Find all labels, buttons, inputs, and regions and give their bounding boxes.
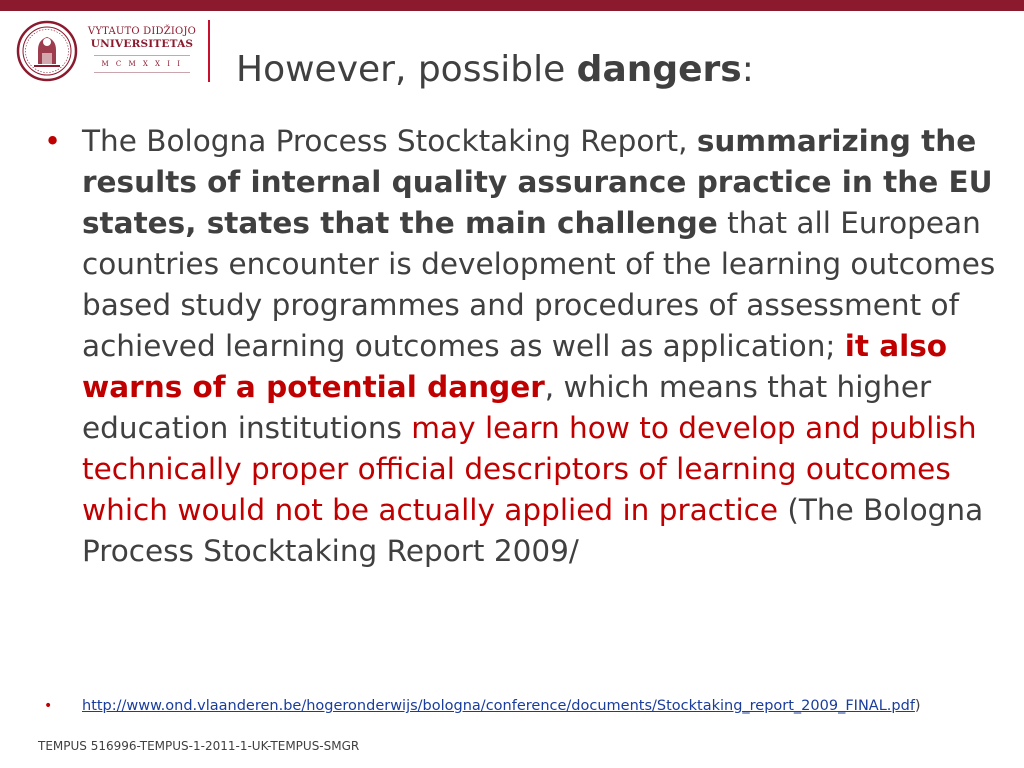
logo-line-2: UNIVERSITETAS (90, 38, 194, 50)
text-segment-intro: The Bologna Process Stocktaking Report, (82, 124, 697, 158)
main-bullet-text (82, 121, 1002, 572)
text-segment-challenge: that all European countries encounter is development of the learning outcomes based study programmes and procedures of assessment of achieved learning outcomes as well as application; (82, 206, 996, 363)
text-segment-red-risk: may learn how to develop and publish technically proper official descriptors of learning outcomes which would not be actually applied in practice (82, 411, 977, 527)
text-segment-institutions: , which means that higher education institutions (82, 370, 932, 445)
reference-suffix: ) (914, 698, 921, 714)
title-prefix: However, possible (236, 49, 577, 90)
top-accent-bar (0, 0, 1024, 11)
main-bullet-marker: • (44, 124, 62, 158)
logo-line-1: VYTAUTO DIDŽIOJO (87, 26, 197, 37)
logo-roman-year: M C M X X I I (94, 55, 190, 73)
university-seal-icon (16, 20, 78, 82)
reference-bullet-marker: • (44, 698, 53, 714)
footer-project-code: TEMPUS 516996-TEMPUS-1-2011-1-UK-TEMPUS-SMGR (38, 739, 360, 753)
university-logo (16, 20, 196, 86)
title-emphasis: dangers (576, 49, 742, 90)
university-wordmark (82, 26, 202, 73)
reference-link[interactable]: http://www.ond.vlaanderen.be/hogeronderwijs/bologna/conference/documents/Stocktaking_report_2009_FINAL.pdf (82, 698, 915, 714)
slide-title (236, 46, 754, 94)
text-segment-citation: (The Bologna Process Stocktaking Report 2009/ (82, 493, 984, 568)
title-suffix: : (741, 49, 754, 90)
text-segment-danger-warning: it also warns of a potential danger (82, 329, 948, 404)
reference-line (82, 696, 992, 716)
title-divider (208, 20, 210, 82)
text-segment-bold-summary: summarizing the results of internal quality assurance practice in the EU states, states that the main challenge (82, 124, 993, 240)
